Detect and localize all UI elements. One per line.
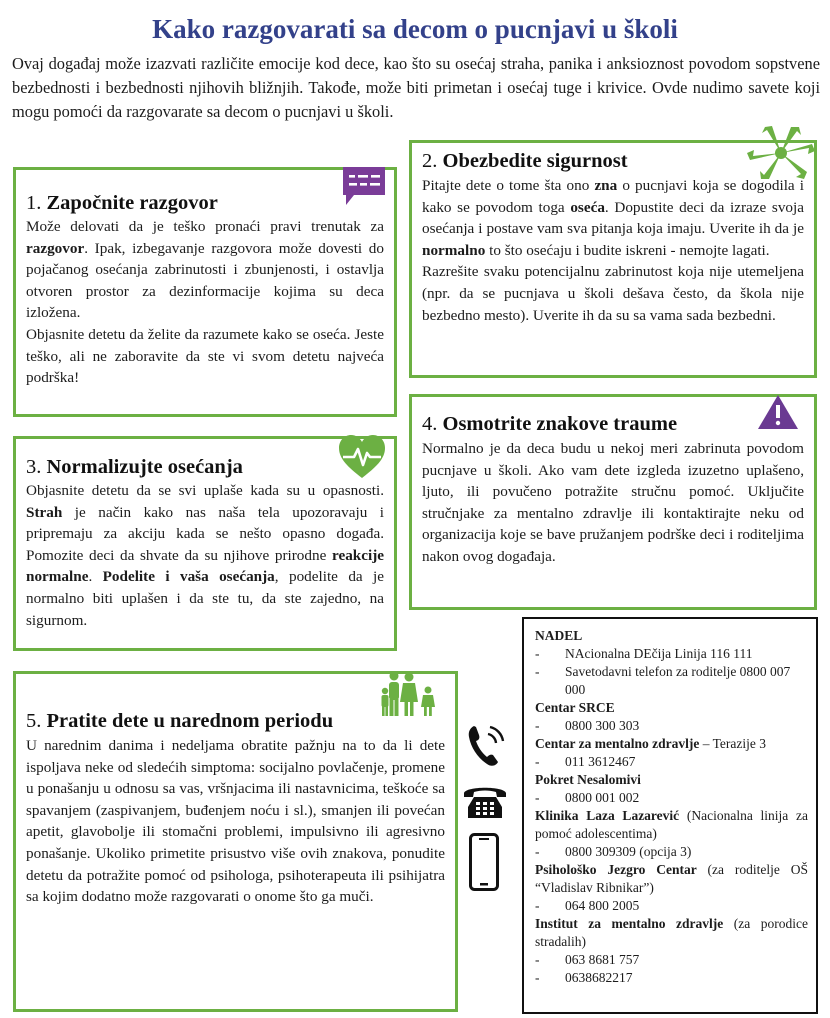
section-body — [26, 216, 384, 389]
contact-detail: 0800 309309 (opcija 3) — [565, 844, 692, 859]
family-icon — [378, 670, 440, 718]
contact-line — [535, 969, 808, 987]
mobile-phone-icon — [469, 833, 499, 891]
section-body — [422, 175, 804, 326]
contact-line — [535, 753, 808, 771]
contact-organization — [535, 915, 808, 951]
contact-line — [535, 897, 808, 915]
paragraph-text: Može delovati da je teško pronaći pravi trenutak za — [26, 218, 384, 235]
paragraph-text: . Ipak, izbegavanje razgovora može dovesti do pojačanog osećanja zabrinutosti i zbunjenosti, i ostavlja otvoren prostor za dezinformacije kojima su deca izložena. — [26, 239, 384, 322]
list-dash: - — [535, 790, 540, 805]
page-title: Kako razgovarati sa decom o pucnjavi u školi — [152, 14, 678, 44]
contact-line — [535, 843, 808, 861]
contact-organization — [535, 735, 808, 753]
section-number: 2. — [422, 150, 438, 172]
paragraph-text: to što osećaju i budite iskreni - nemojte lagati. — [485, 241, 770, 259]
section-title: Normalizujte osećanja — [46, 456, 243, 478]
list-dash: - — [535, 844, 540, 859]
hands-together-icon — [745, 124, 817, 182]
emphasis-text: reakcije normalne — [26, 546, 384, 586]
paragraph-text: Pitajte dete o tome šta ono — [422, 177, 595, 194]
organization-name: Klinika Laza Lazarević — [535, 808, 680, 823]
contact-detail: 064 800 2005 — [565, 898, 640, 913]
contact-detail: 011 3612467 — [565, 754, 636, 769]
contact-line — [535, 645, 808, 663]
contact-detail: 0800 300 303 — [565, 718, 640, 733]
paragraph-text: U narednim danima i nedeljama obratite pažnju na to da li dete ispoljava neke od sledećih simptoma: socijalno povlačenje, promene u ponašanju u odnosu sa vas, vršnjacima ili nastavnicima, teškoće sa spavanjem (zaspivanjem, buđenjem noću i sl.), smanjen ili povećan apetit, glavobolje ili stomačni problemi, impulsivno ili agresivno ponašanje. Ukoliko primetite prisustvo više ovih znakova, ponudite detetu da potražite pomoć od psihologa, psihoterapeuta ili psihijatra sa kojim dodatno može razgovarati o onome što ga muči. — [26, 737, 445, 906]
contact-detail: 063 8681 757 — [565, 952, 640, 967]
intro-paragraph: Ovaj događaj može izazvati različite emocije kod dece, kao što su osećaj straha, panika i anksioznost povodom sopstvene bezbednosti i bezbednosti njihovih bližnjih. Takođe, može biti primetan i osećaj tuge i krivice. Ovde nudimo savete koji mogu pomoći da razgovarate sa decom o pucnjavi u školi. — [12, 54, 820, 121]
section-paragraph — [26, 735, 445, 908]
section-body — [422, 438, 804, 568]
paragraph-text: Objasnite detetu da se svi uplaše kada su u opasnosti. — [26, 482, 384, 499]
organization-note: (za porodice stradalih) — [535, 916, 808, 949]
emphasis-text: Podelite i vaša osećanja — [102, 568, 275, 586]
section-paragraph — [422, 261, 804, 326]
organization-name: Institut za mentalno zdravlje — [535, 916, 724, 931]
paragraph-text: o pucnjavi koja se dogodila i kako se povodom toga — [422, 177, 804, 216]
contacts-panel — [522, 617, 818, 1014]
section-number: 1. — [26, 192, 42, 214]
contact-organization — [535, 861, 808, 897]
section-body — [26, 480, 384, 631]
contact-organization — [535, 807, 808, 843]
warning-icon — [757, 394, 799, 430]
section-number: 3. — [26, 456, 42, 478]
emphasis-text: Strah — [26, 503, 63, 521]
heart-pulse-icon — [337, 434, 387, 480]
section-paragraph — [26, 216, 384, 324]
paragraph-text: Normalno je da deca budu u nekoj meri zabrinuta povodom pucnjave u školi. Ako vam dete izgleda izuzetno uplašeno, ljuto, ili povučeno potražite stručnu pomoć. Uključite stručnjake za mentalno zdravlje ili kontaktirajte neku od organizacija koje se bave pružanjem podrške deci i roditeljima nakon ovog događaja. — [422, 440, 804, 565]
section-paragraph — [26, 324, 384, 389]
section-heading — [422, 411, 804, 437]
contact-organization — [535, 771, 808, 789]
organization-name: Pokret Nesalomivi — [535, 772, 641, 787]
organization-note: – Terazije 3 — [699, 736, 766, 751]
contact-line — [535, 717, 808, 735]
contact-organization — [535, 699, 808, 717]
list-dash: - — [535, 952, 540, 967]
organization-name: Centar SRCE — [535, 700, 615, 715]
section-paragraph — [26, 480, 384, 631]
phone-ringing-icon — [466, 722, 510, 768]
contact-organization — [535, 627, 808, 645]
section-title: Obezbedite sigurnost — [442, 150, 628, 172]
paragraph-text: Objasnite detetu da želite da razumete kako se oseća. Jeste teško, ali ne zaboravite da ste vi svom detetu najveća podrška! — [26, 325, 384, 387]
contact-line — [535, 789, 808, 807]
paragraph-text: . — [88, 568, 103, 586]
organization-name: Centar za mentalno zdravlje — [535, 736, 700, 751]
section-number: 5. — [26, 710, 42, 732]
contact-detail: NAcionalna DEčija Linija 116 111 — [565, 646, 753, 661]
section-trauma-signs — [409, 394, 817, 610]
organization-note: (za roditelje OŠ “Vladislav Ribnikar”) — [535, 862, 808, 895]
emphasis-text: normalno — [422, 241, 486, 259]
paragraph-text: Razrešite svaku potencijalnu zabrinutost koja nije utemeljena (npr. da se pucnjava u školi dešava često, da škola nije bezbedno mesto). Uverite ih da su sa vama sada bezbedni. — [422, 263, 804, 324]
section-paragraph — [422, 438, 804, 568]
list-dash: - — [535, 970, 540, 985]
list-dash: - — [535, 718, 540, 733]
desk-phone-icon — [462, 783, 508, 821]
emphasis-text: zna — [594, 177, 618, 194]
organization-name: NADEL — [535, 628, 583, 643]
list-dash: - — [535, 898, 540, 913]
paragraph-text: je način kako nas naša tela upozoravaju i pripremaju za akciju kada se nešto opasno događa. Pomozite deci da shvate da su njihove prirodne — [26, 503, 384, 564]
section-follow-child — [13, 671, 458, 1012]
section-number: 4. — [422, 413, 438, 435]
paragraph-text: , podelite da je normalno biti uplašen i da ste tu, da ste zajedno, na sigurnom. — [26, 568, 385, 629]
section-body — [26, 735, 445, 908]
section-paragraph — [422, 175, 804, 261]
section-title: Započnite razgovor — [46, 192, 218, 214]
contact-detail: 0800 001 002 — [565, 790, 640, 805]
contact-line — [535, 951, 808, 969]
paragraph-text: . Dopustite deci da izraze svoja osećanja i postave vam sva pitanja koja imaju. Uverite ih da je — [422, 198, 804, 238]
organization-name: Psihološko Jezgro Centar — [535, 862, 697, 877]
section-title: Osmotrite znakove traume — [442, 413, 678, 435]
list-dash: - — [535, 754, 540, 769]
section-heading — [26, 454, 384, 480]
section-title: Pratite dete u narednom periodu — [46, 710, 334, 732]
contact-detail: Savetodavni telefon za roditelje 0800 007 000 — [565, 664, 791, 697]
organization-note: (Nacionalna linija za pomoć adolescentima) — [535, 808, 808, 841]
list-dash: - — [535, 664, 540, 679]
section-heading — [26, 190, 384, 216]
chat-bubble-icon — [340, 165, 388, 209]
emphasis-text: oseća — [570, 198, 605, 216]
list-dash: - — [535, 646, 540, 661]
contact-detail: 0638682217 — [565, 970, 633, 985]
contact-line — [535, 663, 808, 699]
emphasis-text: razgovor — [26, 239, 85, 257]
